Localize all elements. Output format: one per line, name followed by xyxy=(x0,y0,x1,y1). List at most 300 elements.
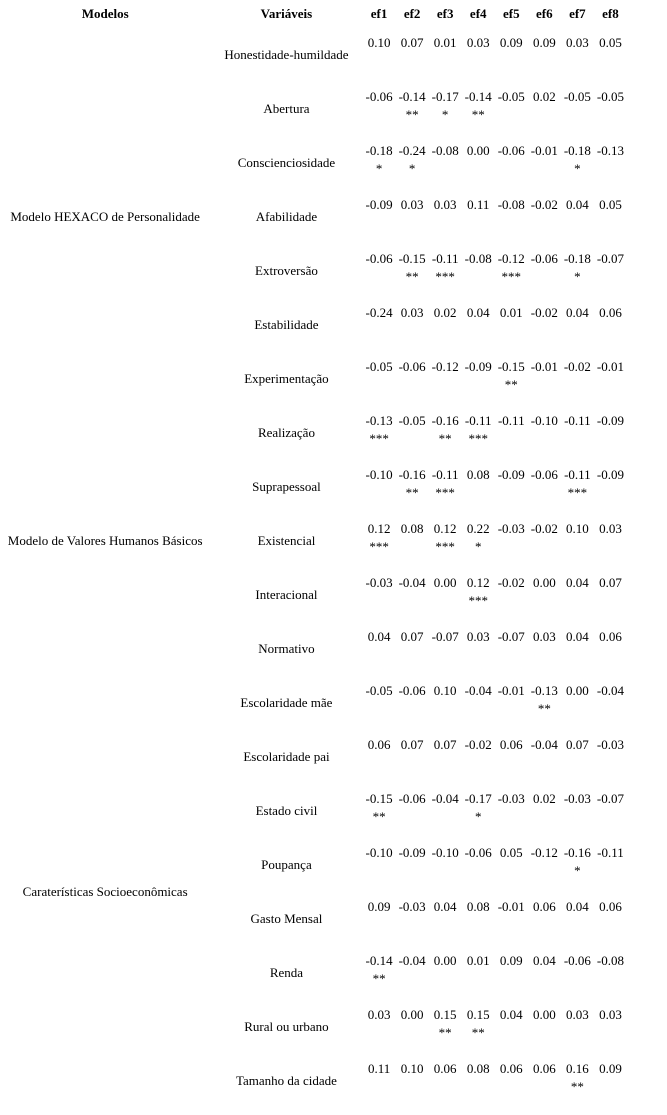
coefficient-value: 0.09 xyxy=(499,953,523,968)
significance-stars xyxy=(462,160,495,178)
coefficient-cell xyxy=(528,676,561,730)
coefficient-value: -0.15 xyxy=(398,251,426,266)
significance-stars xyxy=(561,376,594,394)
coefficient-value: 0.07 xyxy=(433,737,457,752)
significance-stars xyxy=(462,52,495,70)
significance-stars xyxy=(396,376,429,394)
coefficient-cell xyxy=(462,244,495,298)
coefficient-cell xyxy=(594,892,627,946)
significance-stars xyxy=(396,646,429,664)
coefficient-cell xyxy=(594,946,627,1000)
coefficient-value: -0.02 xyxy=(464,737,492,752)
coefficient-cell xyxy=(363,298,396,352)
coefficient-value: -0.06 xyxy=(530,467,558,482)
coefficient-value: -0.04 xyxy=(530,737,558,752)
coefficient-value: -0.10 xyxy=(365,467,393,482)
coefficient-value: 0.03 xyxy=(400,197,424,212)
significance-stars xyxy=(561,1024,594,1042)
significance-stars xyxy=(429,376,462,394)
coefficient-value: -0.12 xyxy=(431,359,459,374)
significance-stars xyxy=(495,700,528,718)
significance-stars: ** xyxy=(438,431,452,446)
significance-stars xyxy=(396,430,429,448)
coefficient-cell xyxy=(495,352,528,406)
coefficient-value: -0.02 xyxy=(563,359,591,374)
coefficient-cell xyxy=(396,190,429,244)
coefficient-value: -0.02 xyxy=(530,197,558,212)
coefficient-value: 0.03 xyxy=(400,305,424,320)
coefficient-cell xyxy=(363,460,396,514)
coefficient-value: -0.01 xyxy=(596,359,624,374)
coefficient-value: -0.08 xyxy=(596,953,624,968)
coefficient-value: 0.07 xyxy=(400,629,424,644)
coefficient-value: -0.05 xyxy=(365,683,393,698)
coefficient-value: -0.14 xyxy=(464,89,492,104)
coefficient-value: -0.18 xyxy=(563,251,591,266)
significance-stars xyxy=(495,592,528,610)
variable-label: Escolaridade pai xyxy=(243,749,330,764)
coefficient-value: -0.03 xyxy=(497,521,525,536)
coefficient-cell xyxy=(528,568,561,622)
significance-stars xyxy=(462,376,495,394)
coefficient-value: -0.17 xyxy=(431,89,459,104)
significance-stars xyxy=(396,1078,429,1096)
coefficient-cell xyxy=(594,1054,627,1108)
significance-stars xyxy=(396,916,429,934)
coefficient-value: -0.05 xyxy=(563,89,591,104)
coefficient-cell xyxy=(561,190,594,244)
coefficient-value: -0.07 xyxy=(596,791,624,806)
coefficient-cell xyxy=(561,406,594,460)
coefficient-cell xyxy=(528,460,561,514)
variable-label: Afabilidade xyxy=(255,209,318,224)
coefficient-cell xyxy=(363,784,396,838)
coefficient-cell xyxy=(561,568,594,622)
coefficient-value: 0.12 xyxy=(433,521,457,536)
significance-stars xyxy=(363,376,396,394)
coefficient-value: 0.00 xyxy=(400,1007,424,1022)
coefficient-cell xyxy=(363,352,396,406)
coefficient-value: 0.12 xyxy=(466,575,490,590)
model-group-label: Caraterísticas Socioeconômicas xyxy=(22,884,188,899)
coefficient-cell xyxy=(429,946,462,1000)
significance-stars: ** xyxy=(405,269,419,284)
coefficient-cell xyxy=(528,136,561,190)
coefficient-cell xyxy=(396,622,429,676)
coefficient-value: -0.14 xyxy=(365,953,393,968)
coefficient-cell xyxy=(495,406,528,460)
coefficient-cell xyxy=(495,838,528,892)
coefficient-cell xyxy=(594,190,627,244)
significance-stars xyxy=(495,754,528,772)
coefficient-value: 0.03 xyxy=(466,35,490,50)
coefficient-cell xyxy=(462,622,495,676)
significance-stars: *** xyxy=(468,593,488,608)
significance-stars xyxy=(561,322,594,340)
coefficient-cell xyxy=(396,568,429,622)
coefficient-cell xyxy=(363,730,396,784)
significance-stars xyxy=(528,268,561,286)
coefficient-value: -0.11 xyxy=(497,413,525,428)
coefficient-value: -0.17 xyxy=(464,791,492,806)
coefficient-value: -0.18 xyxy=(365,143,393,158)
coefficient-value: 0.15 xyxy=(433,1007,457,1022)
table-body xyxy=(0,28,627,1108)
coefficient-value: 0.04 xyxy=(367,629,391,644)
coefficient-cell xyxy=(396,406,429,460)
significance-stars xyxy=(594,106,627,124)
coefficient-cell xyxy=(561,838,594,892)
significance-stars: * xyxy=(574,863,581,878)
coefficient-cell xyxy=(495,730,528,784)
significance-stars xyxy=(363,52,396,70)
significance-stars xyxy=(363,862,396,880)
coefficient-cell xyxy=(594,136,627,190)
coefficient-cell xyxy=(594,622,627,676)
significance-stars: ** xyxy=(504,377,518,392)
coefficient-cell xyxy=(429,406,462,460)
table-row xyxy=(0,28,627,82)
coefficient-cell xyxy=(561,244,594,298)
significance-stars xyxy=(363,700,396,718)
coefficient-value: -0.18 xyxy=(563,143,591,158)
header-ef6: ef6 xyxy=(536,6,553,21)
coefficient-cell xyxy=(594,568,627,622)
significance-stars xyxy=(429,970,462,988)
coefficient-value: -0.04 xyxy=(398,575,426,590)
significance-stars xyxy=(495,916,528,934)
coefficient-value: -0.07 xyxy=(596,251,624,266)
coefficient-value: 0.10 xyxy=(433,683,457,698)
coefficient-value: -0.10 xyxy=(530,413,558,428)
coefficient-cell xyxy=(528,730,561,784)
coefficient-cell xyxy=(429,784,462,838)
variable-label: Honestidade-humildade xyxy=(224,47,349,62)
coefficient-cell xyxy=(528,244,561,298)
coefficient-value: -0.06 xyxy=(398,791,426,806)
coefficient-value: -0.03 xyxy=(563,791,591,806)
coefficient-value: -0.02 xyxy=(530,521,558,536)
coefficient-value: 0.04 xyxy=(532,953,556,968)
coefficient-cell xyxy=(462,352,495,406)
coefficient-value: 0.02 xyxy=(532,89,556,104)
coefficient-cell xyxy=(462,190,495,244)
coefficient-cell xyxy=(429,1000,462,1054)
significance-stars xyxy=(594,52,627,70)
coefficient-cell xyxy=(528,82,561,136)
coefficient-value: 0.00 xyxy=(466,143,490,158)
coefficient-cell xyxy=(396,244,429,298)
coefficient-cell xyxy=(462,1054,495,1108)
coefficient-value: -0.11 xyxy=(564,467,591,482)
coefficient-value: 0.15 xyxy=(466,1007,490,1022)
coefficient-cell xyxy=(495,622,528,676)
significance-stars: ** xyxy=(405,485,419,500)
coefficient-value: -0.11 xyxy=(464,413,492,428)
coefficient-value: 0.04 xyxy=(565,197,589,212)
coefficient-value: -0.03 xyxy=(596,737,624,752)
coefficient-value: -0.11 xyxy=(564,413,591,428)
coefficient-value: -0.06 xyxy=(398,683,426,698)
coefficient-cell xyxy=(594,28,627,82)
coefficient-value: 0.00 xyxy=(433,575,457,590)
coefficient-cell xyxy=(396,82,429,136)
significance-stars: *** xyxy=(369,431,389,446)
coefficient-cell xyxy=(495,1000,528,1054)
coefficient-value: -0.01 xyxy=(530,143,558,158)
coefficient-cell xyxy=(429,460,462,514)
coefficient-cell xyxy=(429,838,462,892)
table-header xyxy=(0,0,627,28)
significance-stars xyxy=(561,592,594,610)
significance-stars: ** xyxy=(537,701,551,716)
significance-stars xyxy=(429,592,462,610)
significance-stars xyxy=(429,700,462,718)
significance-stars: * xyxy=(408,161,416,176)
variable-label: Conscienciosidade xyxy=(237,155,336,170)
coefficient-value: 0.03 xyxy=(599,1007,622,1022)
significance-stars xyxy=(462,754,495,772)
variable-label: Escolaridade mãe xyxy=(240,695,333,710)
significance-stars: ** xyxy=(471,1025,485,1040)
coefficient-cell xyxy=(495,190,528,244)
coefficient-cell xyxy=(396,784,429,838)
coefficient-cell xyxy=(429,82,462,136)
coefficient-value: 0.04 xyxy=(565,575,589,590)
coefficient-value: 0.08 xyxy=(466,899,490,914)
header-ef4: ef4 xyxy=(469,6,487,21)
coefficient-cell xyxy=(561,892,594,946)
coefficient-cell xyxy=(462,28,495,82)
coefficient-cell xyxy=(429,136,462,190)
coefficient-value: -0.06 xyxy=(563,953,591,968)
coefficient-value: -0.09 xyxy=(497,467,525,482)
coefficient-value: -0.01 xyxy=(530,359,558,374)
coefficient-value: 0.11 xyxy=(467,197,490,212)
significance-stars xyxy=(462,214,495,232)
coefficient-cell xyxy=(561,784,594,838)
significance-stars xyxy=(363,916,396,934)
coefficient-value: 0.03 xyxy=(599,521,622,536)
significance-stars xyxy=(429,52,462,70)
coefficient-cell xyxy=(495,28,528,82)
coefficient-cell xyxy=(462,838,495,892)
coefficient-cell xyxy=(396,352,429,406)
coefficient-value: -0.11 xyxy=(431,467,459,482)
coefficient-value: 0.16 xyxy=(565,1061,589,1076)
coefficient-value: 0.03 xyxy=(565,1007,589,1022)
model-group-label: Modelo HEXACO de Personalidade xyxy=(10,209,200,224)
significance-stars xyxy=(396,592,429,610)
significance-stars xyxy=(528,430,561,448)
coefficient-value: 0.06 xyxy=(599,629,622,644)
significance-stars xyxy=(495,484,528,502)
variable-label: Estabilidade xyxy=(254,317,319,332)
significance-stars: *** xyxy=(369,539,389,554)
significance-stars: * xyxy=(474,539,482,554)
coefficient-value: 0.03 xyxy=(466,629,490,644)
significance-stars: * xyxy=(441,107,449,122)
coefficient-cell xyxy=(561,676,594,730)
significance-stars xyxy=(594,592,627,610)
significance-stars xyxy=(528,214,561,232)
significance-stars xyxy=(528,52,561,70)
variable-label: Existencial xyxy=(257,533,316,548)
coefficient-cell xyxy=(429,514,462,568)
coefficient-value: 0.04 xyxy=(433,899,457,914)
coefficient-value: -0.16 xyxy=(563,845,591,860)
coefficient-value: -0.10 xyxy=(365,845,393,860)
coefficient-cell xyxy=(528,352,561,406)
significance-stars xyxy=(561,106,594,124)
coefficient-cell xyxy=(594,352,627,406)
coefficient-value: 0.22 xyxy=(466,521,490,536)
coefficient-cell xyxy=(363,946,396,1000)
significance-stars xyxy=(495,214,528,232)
coefficient-value: -0.06 xyxy=(365,251,393,266)
coefficient-value: 0.08 xyxy=(466,467,490,482)
coefficient-value: -0.05 xyxy=(365,359,393,374)
significance-stars xyxy=(594,160,627,178)
coefficient-value: 0.11 xyxy=(367,1061,391,1076)
significance-stars xyxy=(396,754,429,772)
coefficient-value: 0.08 xyxy=(400,521,424,536)
coefficient-cell xyxy=(594,514,627,568)
significance-stars xyxy=(462,484,495,502)
significance-stars xyxy=(495,1024,528,1042)
coefficient-cell xyxy=(462,568,495,622)
significance-stars xyxy=(396,214,429,232)
coefficient-cell xyxy=(594,676,627,730)
coefficient-cell xyxy=(561,1000,594,1054)
coefficient-value: 0.09 xyxy=(499,35,523,50)
coefficient-value: -0.07 xyxy=(431,629,459,644)
significance-stars xyxy=(528,916,561,934)
significance-stars xyxy=(495,106,528,124)
coefficient-cell xyxy=(495,568,528,622)
significance-stars xyxy=(429,808,462,826)
coefficient-cell xyxy=(462,730,495,784)
coefficient-cell xyxy=(495,298,528,352)
significance-stars xyxy=(561,970,594,988)
significance-stars xyxy=(363,106,396,124)
variable-label: Interacional xyxy=(255,587,318,602)
significance-stars: * xyxy=(574,161,581,176)
coefficient-cell xyxy=(429,244,462,298)
coefficient-cell xyxy=(462,946,495,1000)
header-modelos: Modelos xyxy=(81,6,129,21)
header-ef2: ef2 xyxy=(403,6,421,21)
coefficient-value: -0.24 xyxy=(398,143,426,158)
coefficient-value: 0.01 xyxy=(499,305,523,320)
coefficient-cell xyxy=(594,838,627,892)
significance-stars xyxy=(363,214,396,232)
coefficient-value: -0.08 xyxy=(464,251,492,266)
significance-stars xyxy=(462,268,495,286)
coefficient-value: 0.04 xyxy=(565,629,589,644)
significance-stars xyxy=(561,700,594,718)
coefficient-value: 0.00 xyxy=(433,953,457,968)
coefficient-value: -0.04 xyxy=(596,683,624,698)
significance-stars xyxy=(495,808,528,826)
significance-stars xyxy=(594,430,627,448)
coefficient-cell xyxy=(495,514,528,568)
coefficient-cell xyxy=(594,1000,627,1054)
coefficient-cell xyxy=(561,1054,594,1108)
coefficient-cell xyxy=(462,136,495,190)
significance-stars xyxy=(561,214,594,232)
significance-stars xyxy=(594,916,627,934)
coefficient-cell xyxy=(363,622,396,676)
coefficient-value: -0.03 xyxy=(497,791,525,806)
significance-stars xyxy=(594,970,627,988)
coefficient-value: 0.02 xyxy=(532,791,556,806)
coefficient-cell xyxy=(495,244,528,298)
coefficient-value: 0.02 xyxy=(433,305,457,320)
coefficient-cell xyxy=(429,622,462,676)
coefficient-cell xyxy=(462,406,495,460)
coefficient-value: -0.15 xyxy=(497,359,525,374)
coefficient-value: -0.03 xyxy=(398,899,426,914)
coefficient-cell xyxy=(528,784,561,838)
significance-stars xyxy=(528,484,561,502)
coefficient-cell xyxy=(429,352,462,406)
significance-stars xyxy=(528,1078,561,1096)
significance-stars xyxy=(462,646,495,664)
significance-stars xyxy=(429,160,462,178)
variable-label: Tamanho da cidade xyxy=(236,1073,337,1088)
coefficient-cell xyxy=(396,298,429,352)
coefficient-cell xyxy=(429,1054,462,1108)
coefficient-value: 0.00 xyxy=(532,1007,556,1022)
significance-stars xyxy=(561,646,594,664)
coefficient-value: 0.09 xyxy=(532,35,556,50)
coefficient-value: -0.10 xyxy=(431,845,459,860)
coefficient-cell xyxy=(429,568,462,622)
coefficient-cell xyxy=(429,190,462,244)
significance-stars: * xyxy=(574,269,581,284)
significance-stars xyxy=(396,322,429,340)
header-ef8: ef8 xyxy=(602,6,619,21)
coefficient-value: -0.06 xyxy=(365,89,393,104)
variable-label: Gasto Mensal xyxy=(250,911,323,926)
significance-stars: *** xyxy=(435,269,455,284)
significance-stars: *** xyxy=(435,539,455,554)
coefficient-value: 0.07 xyxy=(599,575,622,590)
coefficient-cell xyxy=(594,784,627,838)
significance-stars: *** xyxy=(501,269,522,284)
variable-label: Experimentação xyxy=(244,371,329,386)
significance-stars xyxy=(528,754,561,772)
coefficient-value: 0.06 xyxy=(499,737,523,752)
coefficient-cell xyxy=(561,514,594,568)
coefficient-cell xyxy=(363,892,396,946)
coefficient-cell xyxy=(396,946,429,1000)
coefficient-value: -0.15 xyxy=(365,791,393,806)
significance-stars xyxy=(429,916,462,934)
significance-stars xyxy=(594,1078,627,1096)
coefficient-value: 0.07 xyxy=(565,737,589,752)
significance-stars xyxy=(495,970,528,988)
coefficient-cell xyxy=(429,892,462,946)
variable-label: Abertura xyxy=(263,101,310,116)
significance-stars xyxy=(363,268,396,286)
significance-stars xyxy=(462,862,495,880)
coefficient-cell xyxy=(528,838,561,892)
coefficient-cell xyxy=(495,82,528,136)
significance-stars: ** xyxy=(438,1025,452,1040)
significance-stars xyxy=(594,808,627,826)
